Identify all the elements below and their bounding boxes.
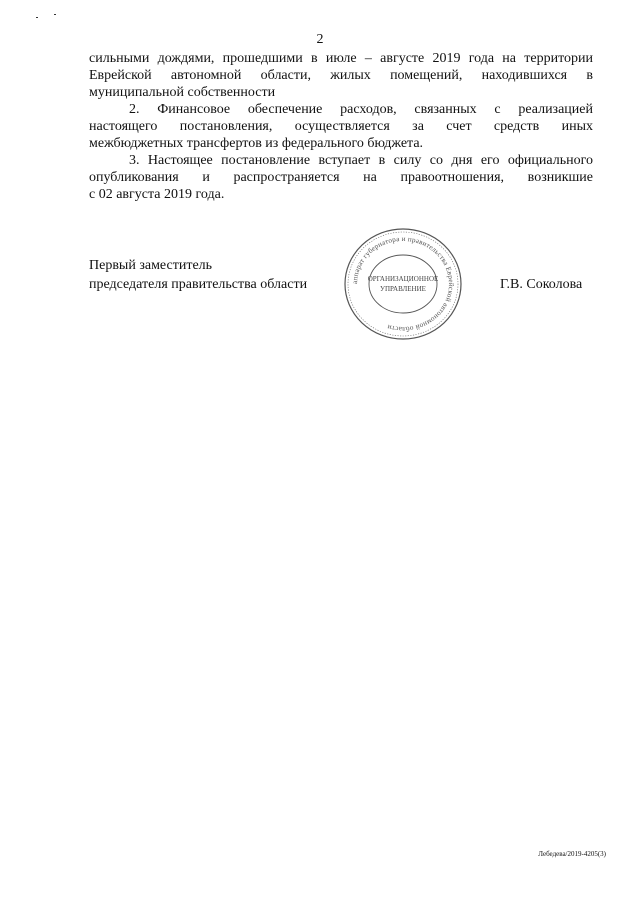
paragraph-line: 2. Финансовое обеспечение расходов, связанных с реализацией [129, 102, 593, 117]
paragraph-line: с 02 августа 2019 года. [89, 187, 225, 202]
paragraph-line: 3. Настоящее постановление вступает в силу со дня его официального [129, 153, 593, 168]
page-number: 2 [316, 32, 324, 47]
document-reference: Лебедева/2019-4205(3) [538, 850, 606, 858]
signatory-position [89, 256, 307, 294]
scan-speck [36, 17, 38, 18]
paragraph-3 [89, 152, 593, 203]
paragraph-1 [89, 50, 593, 101]
signatory-position-line: Первый заместитель [89, 258, 213, 273]
signatory-position-line: председателя правительства области [89, 277, 308, 292]
stamp-outer-ring [345, 229, 461, 339]
signatory-name: Г.В. Соколова [500, 277, 583, 292]
paragraph-2 [89, 101, 593, 152]
official-stamp [338, 224, 468, 344]
stamp-center-line: УПРАВЛЕНИЕ [380, 285, 426, 293]
paragraph-line: Еврейской автономной области, жилых помещений, находившихся в [89, 68, 593, 83]
paragraph-line: сильными дождями, прошедшими в июле – августе 2019 года на территории [89, 51, 593, 66]
stamp-ring-text: аппарат губернатора и правительства Еврейской автономной области [350, 234, 456, 334]
scan-speck [54, 14, 56, 15]
paragraph-line: настоящего постановления, осуществляется за счет средств иных [89, 119, 593, 134]
paragraph-line: межбюджетных трансфертов из федерального бюджета. [89, 136, 424, 151]
stamp-inner-ring [369, 255, 437, 313]
stamp-center-line: ОРГАНИЗАЦИОННОЕ [367, 275, 439, 283]
paragraph-line: муниципальной собственности [89, 85, 276, 100]
paragraph-line: опубликования и распространяется на правоотношения, возникшие [89, 170, 593, 185]
stamp-serrated-ring [348, 232, 458, 336]
